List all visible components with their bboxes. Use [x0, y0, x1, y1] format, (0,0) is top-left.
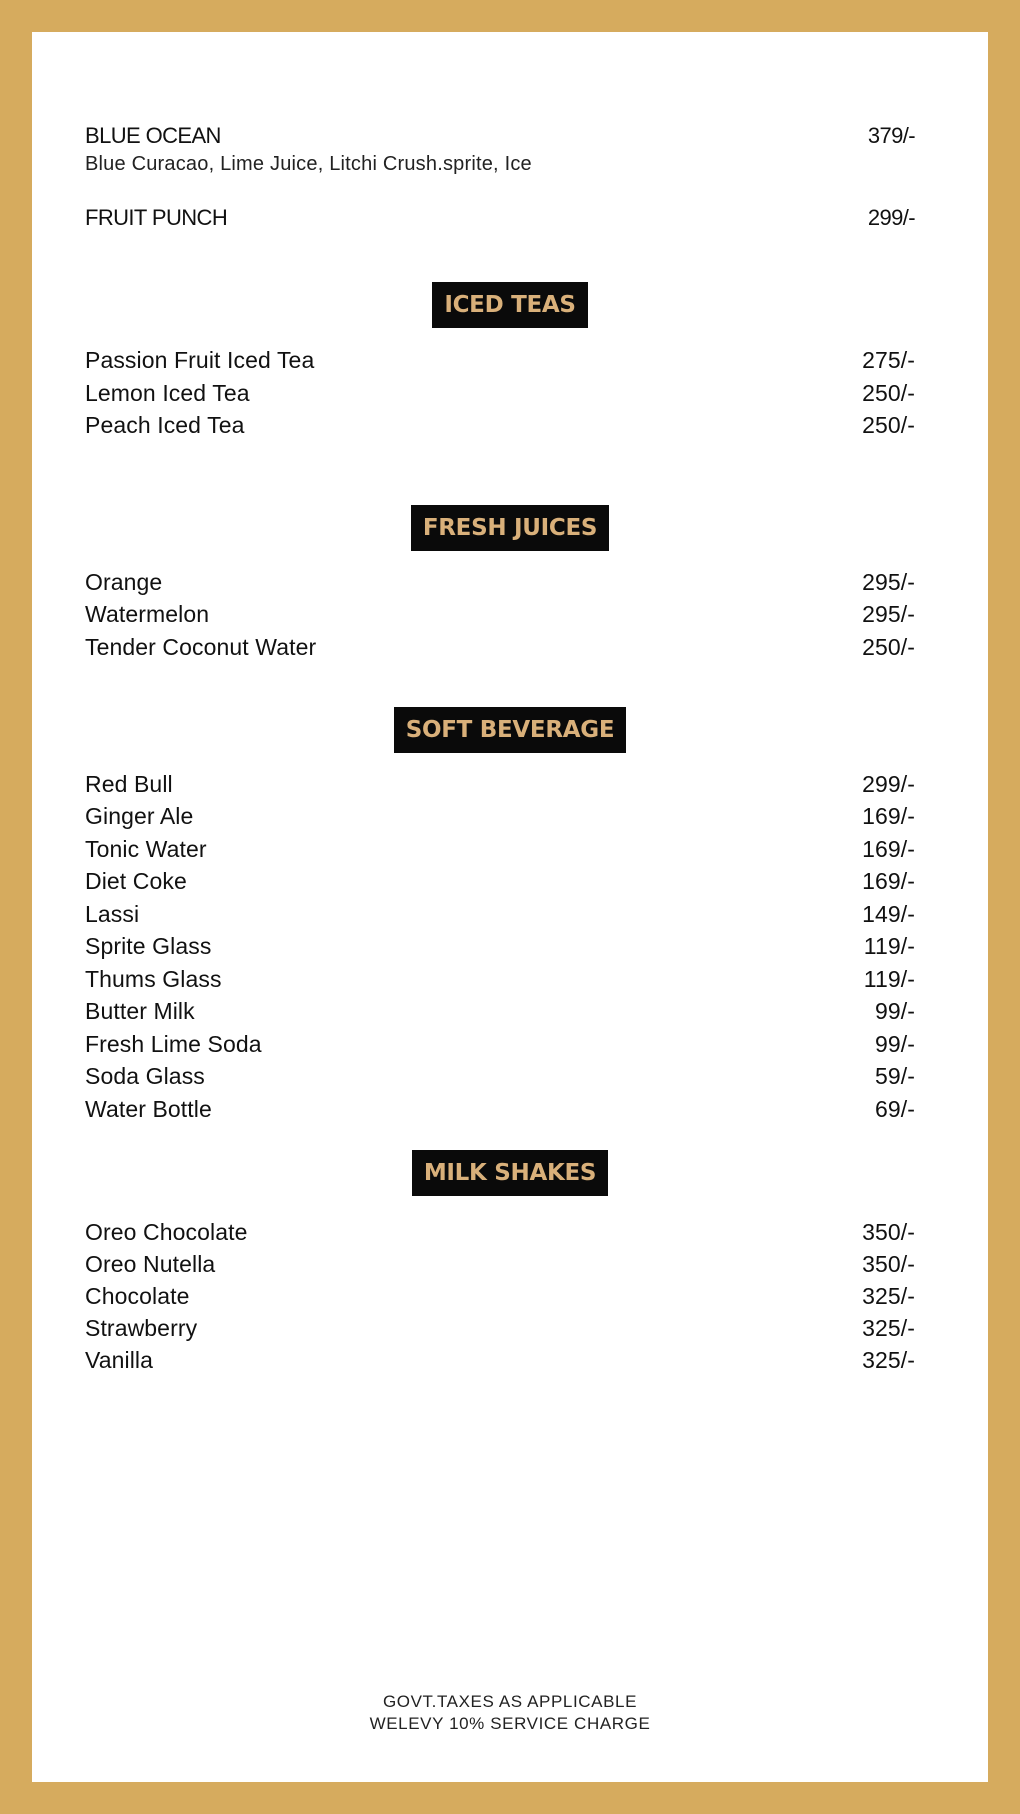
menu-item: [85, 1218, 915, 1246]
item-name: Ginger Ale: [85, 803, 194, 829]
item-name: Strawberry: [85, 1315, 198, 1341]
footer-tax-note: GOVT.TAXES AS APPLICABLE: [382, 1692, 638, 1711]
menu-item: [85, 965, 915, 993]
item-price: 350/-: [862, 1219, 915, 1245]
item-price: 99/-: [874, 998, 915, 1024]
item-name: Orange: [85, 569, 163, 595]
item-name: Watermelon: [85, 601, 210, 627]
item-name: FRUIT PUNCH: [85, 205, 228, 230]
item-description: Blue Curacao, Lime Juice, Litchi Crush.sprite, Ice: [85, 153, 532, 175]
item-name: Tender Coconut Water: [85, 634, 317, 660]
menu-item-fruit-punch: [85, 204, 915, 232]
section-heading-iced-teas: [32, 282, 988, 328]
menu-item: [85, 568, 915, 596]
menu-item: [85, 379, 915, 407]
menu-item-blue-ocean: [85, 122, 915, 150]
item-name: Soda Glass: [85, 1063, 205, 1089]
item-name: Passion Fruit Iced Tea: [85, 347, 315, 373]
item-price: 295/-: [862, 569, 915, 595]
item-price: 299/-: [862, 771, 915, 797]
menu-item: [85, 600, 915, 628]
item-name: Butter Milk: [85, 998, 195, 1024]
menu-item: [85, 802, 915, 830]
item-price: 250/-: [862, 634, 915, 660]
section-heading-fresh-juices: [32, 505, 988, 551]
item-price: 169/-: [862, 836, 915, 862]
item-price: 325/-: [862, 1347, 915, 1373]
item-name: Oreo Chocolate: [85, 1219, 248, 1245]
menu-page: [32, 32, 988, 1782]
menu-item: [85, 633, 915, 661]
section-title: SOFT BEVERAGE: [394, 707, 626, 753]
item-name: Oreo Nutella: [85, 1251, 216, 1277]
item-name: Diet Coke: [85, 868, 187, 894]
item-name: Tonic Water: [85, 836, 207, 862]
section-heading-milk-shakes: [32, 1150, 988, 1196]
menu-item: [85, 1030, 915, 1058]
item-name: Vanilla: [85, 1347, 154, 1373]
section-title: MILK SHAKES: [412, 1150, 608, 1196]
item-price: 325/-: [862, 1315, 915, 1341]
menu-item: [85, 867, 915, 895]
section-title: ICED TEAS: [432, 282, 587, 328]
menu-item: [85, 770, 915, 798]
menu-item: [85, 411, 915, 439]
item-price: 99/-: [874, 1031, 915, 1057]
item-price: 299/-: [867, 205, 915, 230]
item-name: Lassi: [85, 901, 140, 927]
item-price: 250/-: [862, 412, 915, 438]
item-name: Chocolate: [85, 1283, 190, 1309]
menu-item: [85, 1095, 915, 1123]
menu-item: [85, 1346, 915, 1374]
item-name: Sprite Glass: [85, 933, 212, 959]
item-name: Red Bull: [85, 771, 173, 797]
item-price: 59/-: [874, 1063, 915, 1089]
item-name: Thums Glass: [85, 966, 222, 992]
menu-item: [85, 1062, 915, 1090]
menu-item: [85, 900, 915, 928]
item-price: 119/-: [863, 933, 915, 959]
item-price: 275/-: [862, 347, 915, 373]
item-name: Water Bottle: [85, 1096, 212, 1122]
menu-item: [85, 1282, 915, 1310]
menu-item: [85, 1250, 915, 1278]
item-name: Peach Iced Tea: [85, 412, 245, 438]
item-price: 325/-: [862, 1283, 915, 1309]
item-price: 169/-: [862, 868, 915, 894]
menu-item: [85, 835, 915, 863]
section-title: FRESH JUICES: [411, 505, 609, 551]
item-price: 69/-: [874, 1096, 915, 1122]
menu-item: [85, 1314, 915, 1342]
section-heading-soft-beverage: [32, 707, 988, 753]
menu-item: [85, 997, 915, 1025]
item-price: 169/-: [862, 803, 915, 829]
item-price: 250/-: [862, 380, 915, 406]
item-name: BLUE OCEAN: [85, 123, 221, 148]
item-price: 350/-: [862, 1251, 915, 1277]
item-price: 295/-: [862, 601, 915, 627]
item-name: Lemon Iced Tea: [85, 380, 250, 406]
item-price: 379/-: [867, 123, 915, 148]
menu-item: [85, 346, 915, 374]
item-price: 119/-: [863, 966, 915, 992]
item-price: 149/-: [862, 901, 915, 927]
item-name: Fresh Lime Soda: [85, 1031, 262, 1057]
menu-item: [85, 932, 915, 960]
footer-service-charge-note: WELEVY 10% SERVICE CHARGE: [369, 1714, 651, 1733]
